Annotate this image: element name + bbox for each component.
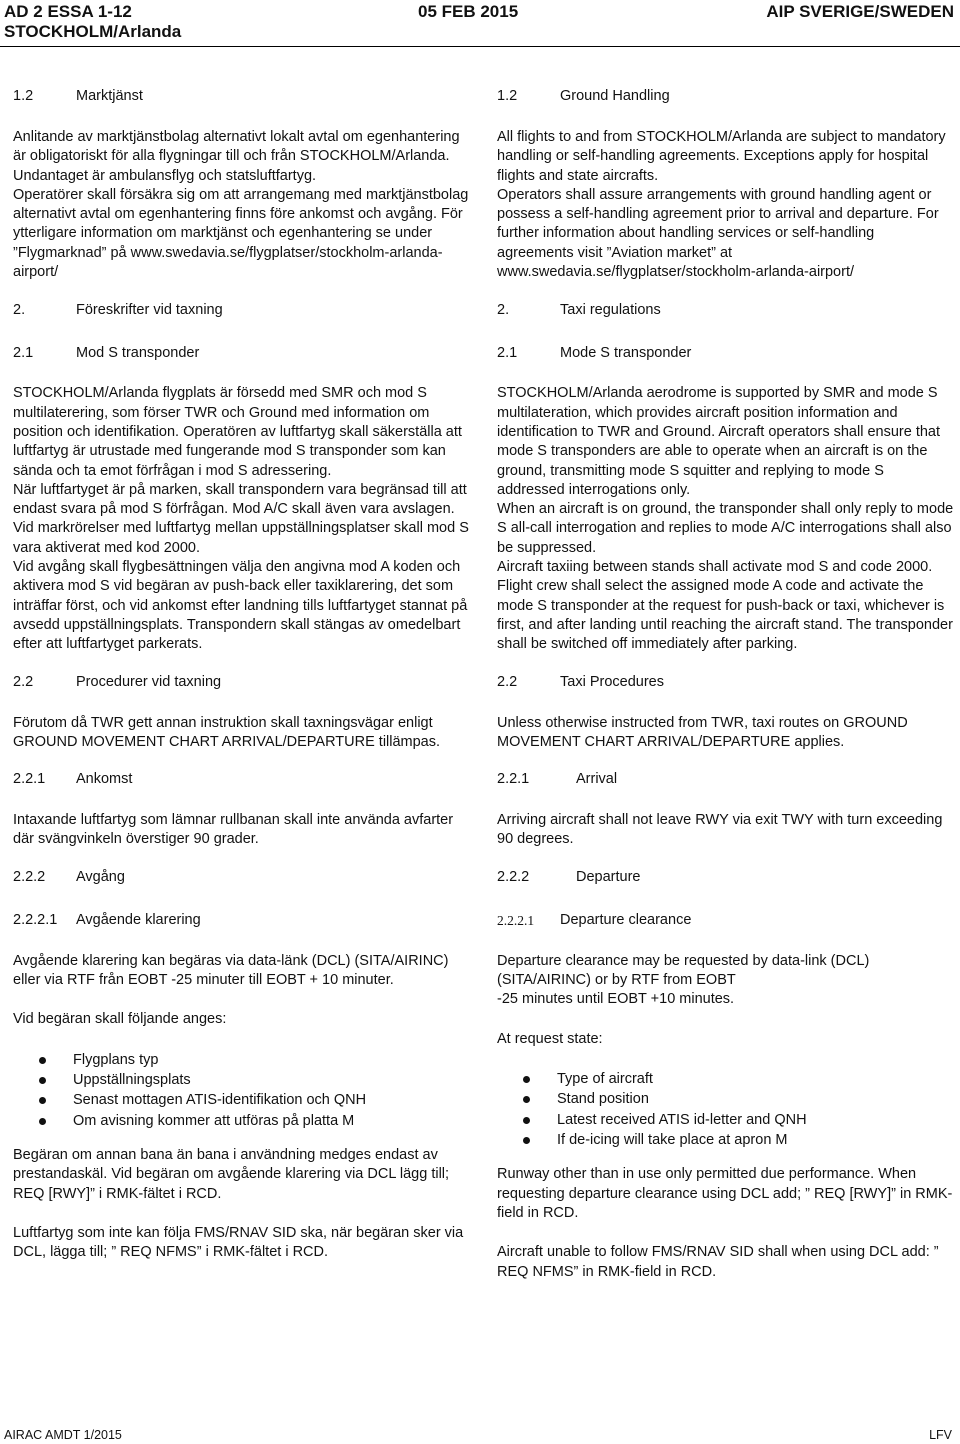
- list-item: Type of aircraft: [497, 1069, 954, 1089]
- paragraph: -25 minutes until EOBT +10 minutes.: [497, 991, 735, 1008]
- section-number: 2.2.1: [13, 771, 46, 788]
- paragraph: Vid markrörelser med luftfartyg mellan uppställningsplatser skall mod S vara aktiverat med kod 2000.: [13, 520, 469, 556]
- section-number: 2.2.2: [497, 869, 530, 886]
- section-heading: [497, 672, 954, 694]
- section-title: Marktjänst: [76, 88, 143, 105]
- paragraph: Luftfartyg som inte kan följa FMS/RNAV SID ska, när begäran sker via DCL, lägga till; ” REQ NFMS” i RMK-fältet i RCD.: [13, 1225, 464, 1261]
- section-heading: [497, 769, 954, 791]
- section-title: Taxi Procedures: [560, 673, 664, 690]
- paragraph: All flights to and from STOCKHOLM/Arlanda are subject to mandatory handling or self-handling agreements. Exceptions apply for hospital flights and state aircrafts.: [497, 129, 946, 184]
- paragraph: Arriving aircraft shall not leave RWY via exit TWY with turn exceeding 90 degrees.: [497, 812, 943, 848]
- section-heading: [497, 867, 954, 889]
- section-title: Arrival: [576, 771, 618, 788]
- list-item: Stand position: [497, 1089, 954, 1109]
- section-title: Departure clearance: [560, 912, 692, 929]
- paragraph: När luftfartyget är på marken, skall transpondern vara begränsad till att endast svara på mod S förfrågan. Mod A/C skall även vara avslagen.: [13, 481, 467, 518]
- section-heading: [13, 672, 471, 694]
- publication-title: AIP SVERIGE/SWEDEN: [766, 2, 954, 21]
- section-heading: [13, 867, 471, 889]
- section-number: 2.2.2: [13, 869, 46, 886]
- paragraph: Vid begäran skall följande anges:: [13, 1011, 227, 1028]
- section-number: 2.: [13, 301, 26, 318]
- section-number: 1.2: [497, 88, 518, 105]
- paragraph: Operatörer skall försäkra sig om att arrangemang med marktjänstbolag alternativt avtal om egenhantering finns före ankomst och avgång. För ytterligare information om marktjänst och egenhantering se under ”Flygmarknad” på www.swedavia.se/flygplatser/stockholm-arlanda-airport/: [13, 186, 469, 281]
- page-header-left: [4, 2, 181, 42]
- list-item: Flygplans typ: [13, 1050, 471, 1070]
- paragraph: Flight crew shall select the assigned mode A code and activate the mode S transponder at the request for push-back or taxi, whichever is first, and after landing until reaching the aircraft stand. The transponder shall be switched off immediately after parking.: [497, 578, 953, 653]
- section-title: Ankomst: [76, 771, 133, 788]
- list-item: Uppställningsplats: [13, 1070, 471, 1090]
- section-number: 2.2: [497, 673, 518, 690]
- section-heading: [497, 910, 954, 932]
- paragraph: Intaxande luftfartyg som lämnar rullbanan skall inte använda avfarter där svängvinkeln överstiger 90 grader.: [13, 812, 454, 848]
- section-title: Mod S transponder: [76, 344, 200, 361]
- list-item: Om avisning kommer att utföras på platta M: [13, 1111, 471, 1131]
- section-number: 2.: [497, 301, 510, 318]
- section-heading: [13, 86, 471, 108]
- swedish-column: [13, 84, 471, 1263]
- section-title: Ground Handling: [560, 88, 670, 105]
- paragraph: Operators shall assure arrangements with ground handling agent or possess a self-handling agreement prior to arrival and departure. For further information about handling services or self-handling agreements visit ”Aviation market” at www.swedavia.se/flygplatser/stockholm-arlanda-airport/: [497, 186, 939, 281]
- issuer-label: LFV: [929, 1428, 952, 1442]
- section-heading: [13, 299, 471, 321]
- header-divider: [0, 46, 960, 47]
- section-number: 2.2.2.1: [13, 912, 58, 929]
- section-heading: [497, 342, 954, 364]
- doc-id: AD 2 ESSA 1-12: [4, 2, 132, 21]
- section-title: Avgång: [76, 869, 125, 886]
- list-item: Latest received ATIS id-letter and QNH: [497, 1110, 954, 1130]
- paragraph: Begäran om annan bana än bana i användning medges endast av prestandaskäl. Vid begäran om avgående klarering via DCL lägg till; REQ [RWY]” i RMK-fältet i RCD.: [13, 1147, 450, 1202]
- paragraph: Anlitande av marktjänstbolag alternativt lokalt avtal om egenhantering är obligatoriskt för alla flygningar till och från STOCKHOLM/Arlanda. Undantaget är ambulansflyg och statsluftfartyg.: [13, 129, 460, 184]
- section-number: 2.2.2.1: [497, 913, 535, 929]
- section-number: 1.2: [13, 88, 34, 105]
- list-item: Senast mottagen ATIS-identifikation och QNH: [13, 1090, 471, 1110]
- paragraph: Runway other than in use only permitted due performance. When requesting departure clearance using DCL add; ” REQ [RWY]” in RMK-field in RCD.: [497, 1166, 953, 1222]
- section-heading: [13, 910, 471, 932]
- request-list: [13, 1050, 471, 1132]
- paragraph: At request state:: [497, 1030, 603, 1047]
- paragraph: Unless otherwise instructed from TWR, taxi routes on GROUND MOVEMENT CHART ARRIVAL/DEPARTURE applies.: [497, 714, 908, 750]
- section-title: Avgående klarering: [76, 912, 201, 929]
- paragraph: When an aircraft is on ground, the transponder shall only reply to mode S all-call interrogation and replies to mode A/C interrogations shall also be suppressed.: [497, 501, 954, 556]
- paragraph: Avgående klarering kan begäras via data-länk (DCL) (SITA/AIRINC) eller via RTF från EOBT -25 minuter till EOBT + 10 minuter.: [13, 952, 449, 989]
- paragraph: Departure clearance may be requested by data-link (DCL) (SITA/AIRINC) or by RTF from EOBT: [497, 952, 870, 989]
- section-title: Departure: [576, 869, 641, 886]
- section-title: Mode S transponder: [560, 344, 692, 361]
- section-heading: [13, 769, 471, 791]
- paragraph: Aircraft taxiing between stands shall activate mod S and code 2000.: [497, 559, 933, 576]
- airport-name: STOCKHOLM/Arlanda: [4, 22, 182, 41]
- paragraph: STOCKHOLM/Arlanda flygplats är försedd med SMR och mod S multilaterering, som förser TWR och Ground med information om position och identifikation. Operatören av luftfartyg skall säkerställa att luftfartyg är utrustade med fungerande mod S transponder som kan sända och ta emot förfrågan i mod S adressering.: [13, 385, 462, 479]
- paragraph: Aircraft unable to follow FMS/RNAV SID shall when using DCL add: ” REQ NFMS” in RMK-field in RCD.: [497, 1244, 939, 1280]
- section-number: 2.2: [13, 673, 34, 690]
- publication-date: 05 FEB 2015: [418, 2, 519, 21]
- section-title: Procedurer vid taxning: [76, 673, 222, 690]
- english-column: [497, 84, 954, 1282]
- section-number: 2.1: [13, 344, 34, 361]
- section-heading: [497, 86, 954, 108]
- amendment-label: AIRAC AMDT 1/2015: [4, 1428, 122, 1442]
- section-heading: [13, 342, 471, 364]
- list-item: If de-icing will take place at apron M: [497, 1130, 954, 1150]
- paragraph: Vid avgång skall flygbesättningen välja den angivna mod A koden och aktivera mod S vid begäran av push-back eller taxiklarering, det som inträffar först, och vid ankomst efter landning tills luftfartyget stannat på avsedd uppställningsplats. Transpondern skall stängas av omedelbart efter att luftfartyget parkerats.: [13, 559, 468, 653]
- section-number: 2.1: [497, 344, 518, 361]
- section-number: 2.2.1: [497, 771, 530, 788]
- section-title: Taxi regulations: [560, 301, 661, 318]
- request-list: [497, 1069, 954, 1151]
- paragraph: Förutom då TWR gett annan instruktion skall taxningsvägar enligt GROUND MOVEMENT CHART ARRIVAL/DEPARTURE tillämpas.: [13, 714, 441, 750]
- section-heading: [497, 299, 954, 321]
- paragraph: STOCKHOLM/Arlanda aerodrome is supported by SMR and mode S multilateration, which provides aircraft position information and identification to TWR and Ground. Aircraft operators shall ensure that mode S transponders are able to operate when an aircraft is on the ground, transmitting mode S squitter and replying to mode S addressed interrogations only.: [497, 385, 941, 498]
- section-title: Föreskrifter vid taxning: [76, 301, 223, 318]
